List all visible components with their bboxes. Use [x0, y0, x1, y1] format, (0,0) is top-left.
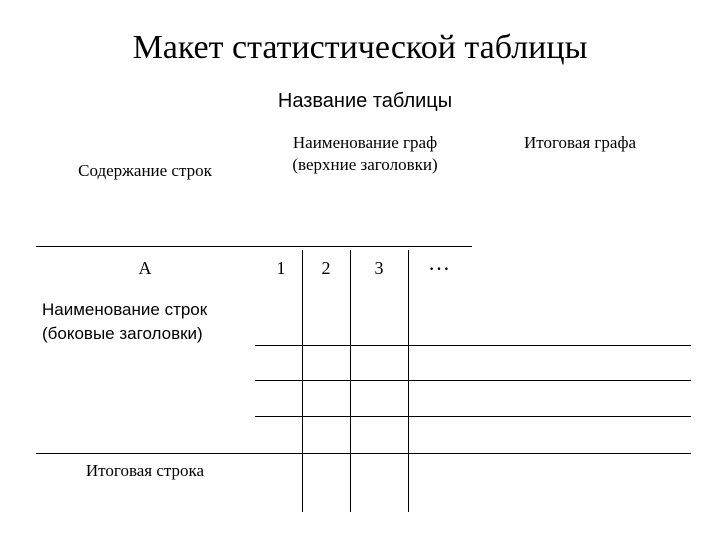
column-label-ellipsis: … — [428, 250, 450, 275]
row-names-stub: Наименование строк (боковые заголовки) — [42, 300, 208, 343]
column-rule — [350, 250, 351, 512]
header-total-column: Итоговая графа — [523, 133, 637, 152]
column-label-a: А — [138, 258, 152, 278]
row-rule — [255, 345, 691, 346]
header-column-names: Наименование граф (верхние заголовки) — [292, 133, 438, 174]
header-row-content: Содержание строк — [78, 161, 212, 180]
column-label-2: 2 — [321, 258, 331, 278]
column-label-3: 3 — [374, 258, 384, 278]
row-rule — [255, 416, 691, 417]
total-rule — [36, 453, 691, 454]
total-row-label: Итоговая строка — [85, 461, 205, 480]
column-label-1: 1 — [276, 258, 286, 278]
slide-title: Макет статистической таблицы — [132, 29, 588, 66]
column-rule — [302, 250, 303, 512]
header-rule — [36, 246, 472, 247]
column-rule — [408, 250, 409, 512]
row-rule — [255, 380, 691, 381]
table-name: Название таблицы — [277, 90, 453, 112]
